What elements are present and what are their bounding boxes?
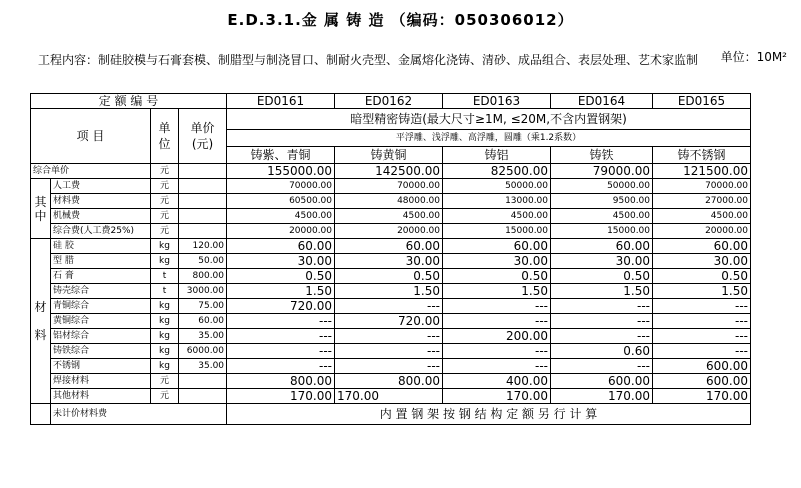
material-unit: kg: [151, 299, 179, 314]
material-unit: kg: [151, 344, 179, 359]
material-value: ---: [443, 299, 551, 314]
type-1: 铸紫、青铜: [227, 147, 335, 164]
material-value: 170.00: [335, 389, 443, 404]
material-value: 200.00: [443, 329, 551, 344]
among-value: 4500.00: [653, 209, 751, 224]
material-unit: kg: [151, 359, 179, 374]
unit-label: 单位：10M²: [720, 50, 787, 64]
material-value: ---: [653, 344, 751, 359]
material-label: 型 腊: [51, 254, 151, 269]
material-value: 60.00: [443, 239, 551, 254]
material-unit: kg: [151, 314, 179, 329]
among-value: 13000.00: [443, 194, 551, 209]
type-2: 铸黄铜: [335, 147, 443, 164]
material-value: 170.00: [443, 389, 551, 404]
footer-row: [31, 404, 751, 425]
material-value: 170.00: [551, 389, 653, 404]
among-value: 20000.00: [227, 224, 335, 239]
composite-row: [31, 164, 751, 179]
material-value: 720.00: [227, 299, 335, 314]
material-label: 青铜综合: [51, 299, 151, 314]
among-label: 材料费: [51, 194, 151, 209]
material-value: 60.00: [335, 239, 443, 254]
code-2: ED0162: [335, 94, 443, 109]
material-price: 50.00: [179, 254, 227, 269]
material-value: 30.00: [551, 254, 653, 269]
material-price: 120.00: [179, 239, 227, 254]
material-price: 800.00: [179, 269, 227, 284]
code-1: ED0161: [227, 94, 335, 109]
material-price: [179, 374, 227, 389]
material-value: 800.00: [335, 374, 443, 389]
among-value: 70000.00: [335, 179, 443, 194]
among-row: [31, 224, 751, 239]
among-label: 人工费: [51, 179, 151, 194]
quota-no-label: 定 额 编 号: [31, 94, 227, 109]
code-4: ED0164: [551, 94, 653, 109]
composite-value-5: 121500.00: [653, 164, 751, 179]
among-value: 15000.00: [443, 224, 551, 239]
material-value: 1.50: [227, 284, 335, 299]
material-value: 720.00: [335, 314, 443, 329]
material-unit: t: [151, 284, 179, 299]
material-value: ---: [227, 359, 335, 374]
among-value: 70000.00: [227, 179, 335, 194]
page-title: E.D.3.1.金 属 铸 造 （编码：050306012）: [227, 11, 574, 29]
among-value: 9500.00: [551, 194, 653, 209]
material-value: ---: [335, 299, 443, 314]
material-value: 1.50: [443, 284, 551, 299]
material-value: ---: [551, 359, 653, 374]
among-unit: 元: [151, 194, 179, 209]
material-value: ---: [335, 329, 443, 344]
among-value: 70000.00: [653, 179, 751, 194]
material-row: [31, 359, 751, 374]
quota-table: [30, 93, 751, 425]
among-row: [31, 179, 751, 194]
material-label: 黄铜综合: [51, 314, 151, 329]
material-price: 75.00: [179, 299, 227, 314]
material-value: ---: [551, 329, 653, 344]
material-value: 60.00: [551, 239, 653, 254]
material-row: [31, 254, 751, 269]
material-label: 铸铁综合: [51, 344, 151, 359]
material-row: [31, 389, 751, 404]
material-value: ---: [551, 314, 653, 329]
material-value: ---: [443, 344, 551, 359]
code-3: ED0163: [443, 94, 551, 109]
among-value: 15000.00: [551, 224, 653, 239]
material-label: 铸壳综合: [51, 284, 151, 299]
material-value: ---: [227, 329, 335, 344]
material-price: 60.00: [179, 314, 227, 329]
among-value: 4500.00: [443, 209, 551, 224]
material-price: 35.00: [179, 329, 227, 344]
composite-unit: 元: [151, 164, 179, 179]
material-price: 6000.00: [179, 344, 227, 359]
material-value: ---: [443, 314, 551, 329]
footer-label: 未计价材料费: [51, 404, 227, 425]
material-value: 60.00: [227, 239, 335, 254]
type-3: 铸铝: [443, 147, 551, 164]
material-side-label: 材 料: [31, 239, 51, 404]
material-unit: 元: [151, 374, 179, 389]
material-row: [31, 284, 751, 299]
material-row: [31, 299, 751, 314]
among-side-label: 其 中: [31, 179, 51, 239]
material-value: 0.50: [653, 269, 751, 284]
material-value: ---: [653, 314, 751, 329]
material-value: 170.00: [653, 389, 751, 404]
material-value: ---: [227, 314, 335, 329]
material-value: 0.50: [227, 269, 335, 284]
material-value: 30.00: [227, 254, 335, 269]
unit-header: 单位: [151, 109, 179, 164]
material-unit: kg: [151, 239, 179, 254]
among-unit: 元: [151, 179, 179, 194]
material-value: 0.50: [443, 269, 551, 284]
material-price: [179, 389, 227, 404]
material-value: 800.00: [227, 374, 335, 389]
material-value: 30.00: [335, 254, 443, 269]
among-label: 机械费: [51, 209, 151, 224]
material-row: [31, 269, 751, 284]
material-value: 600.00: [653, 359, 751, 374]
composite-value-3: 82500.00: [443, 164, 551, 179]
material-value: 0.50: [335, 269, 443, 284]
among-unit: 元: [151, 224, 179, 239]
material-value: ---: [653, 329, 751, 344]
material-value: ---: [551, 299, 653, 314]
footer-note: 内 置 钢 架 按 钢 结 构 定 额 另 行 计 算: [227, 404, 751, 425]
among-unit: 元: [151, 209, 179, 224]
material-value: 30.00: [443, 254, 551, 269]
among-label: 综合费(人工费25%): [51, 224, 151, 239]
material-unit: kg: [151, 329, 179, 344]
among-value: 20000.00: [335, 224, 443, 239]
item-header: 项 目: [31, 109, 151, 164]
among-value: 60500.00: [227, 194, 335, 209]
among-value: 4500.00: [227, 209, 335, 224]
code-5: ED0165: [653, 94, 751, 109]
among-value: 20000.00: [653, 224, 751, 239]
material-row: [31, 239, 751, 254]
type-4: 铸铁: [551, 147, 653, 164]
material-label: 不锈钢: [51, 359, 151, 374]
material-label: 硅 胶: [51, 239, 151, 254]
among-value: 4500.00: [335, 209, 443, 224]
material-row: [31, 344, 751, 359]
material-value: 0.60: [551, 344, 653, 359]
among-value: 48000.00: [335, 194, 443, 209]
among-value: 50000.00: [443, 179, 551, 194]
material-value: ---: [335, 344, 443, 359]
material-value: 1.50: [335, 284, 443, 299]
type-5: 铸不锈钢: [653, 147, 751, 164]
material-value: ---: [335, 359, 443, 374]
material-label: 焊接材料: [51, 374, 151, 389]
material-price: 3000.00: [179, 284, 227, 299]
material-label: 石 膏: [51, 269, 151, 284]
material-value: ---: [227, 344, 335, 359]
material-row: [31, 329, 751, 344]
composite-value-2: 142500.00: [335, 164, 443, 179]
material-value: ---: [653, 299, 751, 314]
material-value: 1.50: [551, 284, 653, 299]
material-unit: t: [151, 269, 179, 284]
sub-title: 平浮雕、浅浮雕、高浮雕，圆雕（乘1.2系数）: [227, 130, 751, 147]
among-row: [31, 194, 751, 209]
material-value: 30.00: [653, 254, 751, 269]
material-price: 35.00: [179, 359, 227, 374]
material-unit: 元: [151, 389, 179, 404]
material-row: [31, 314, 751, 329]
price-header: 单价(元): [179, 109, 227, 164]
material-value: 400.00: [443, 374, 551, 389]
material-label: 铝材综合: [51, 329, 151, 344]
material-value: 0.50: [551, 269, 653, 284]
material-value: ---: [443, 359, 551, 374]
quota-code-row: [31, 94, 751, 109]
work-content: 工程内容：制硅胶模与石膏套模、制腊型与制浇冒口、制耐火壳型、金属熔化浇铸、清砂、成品组合、表层处理、艺术家监制: [38, 53, 699, 67]
among-value: 27000.00: [653, 194, 751, 209]
material-unit: kg: [151, 254, 179, 269]
composite-value-1: 155000.00: [227, 164, 335, 179]
material-value: 60.00: [653, 239, 751, 254]
material-value: 170.00: [227, 389, 335, 404]
among-value: 4500.00: [551, 209, 653, 224]
among-row: [31, 209, 751, 224]
material-label: 其他材料: [51, 389, 151, 404]
composite-label: 综合单价: [31, 164, 151, 179]
composite-value-4: 79000.00: [551, 164, 653, 179]
material-row: [31, 374, 751, 389]
material-value: 600.00: [551, 374, 653, 389]
material-value: 1.50: [653, 284, 751, 299]
main-title: 暗型精密铸造(最大尺寸≥1M, ≤20M,不含内置钢架): [227, 109, 751, 130]
among-value: 50000.00: [551, 179, 653, 194]
material-value: 600.00: [653, 374, 751, 389]
